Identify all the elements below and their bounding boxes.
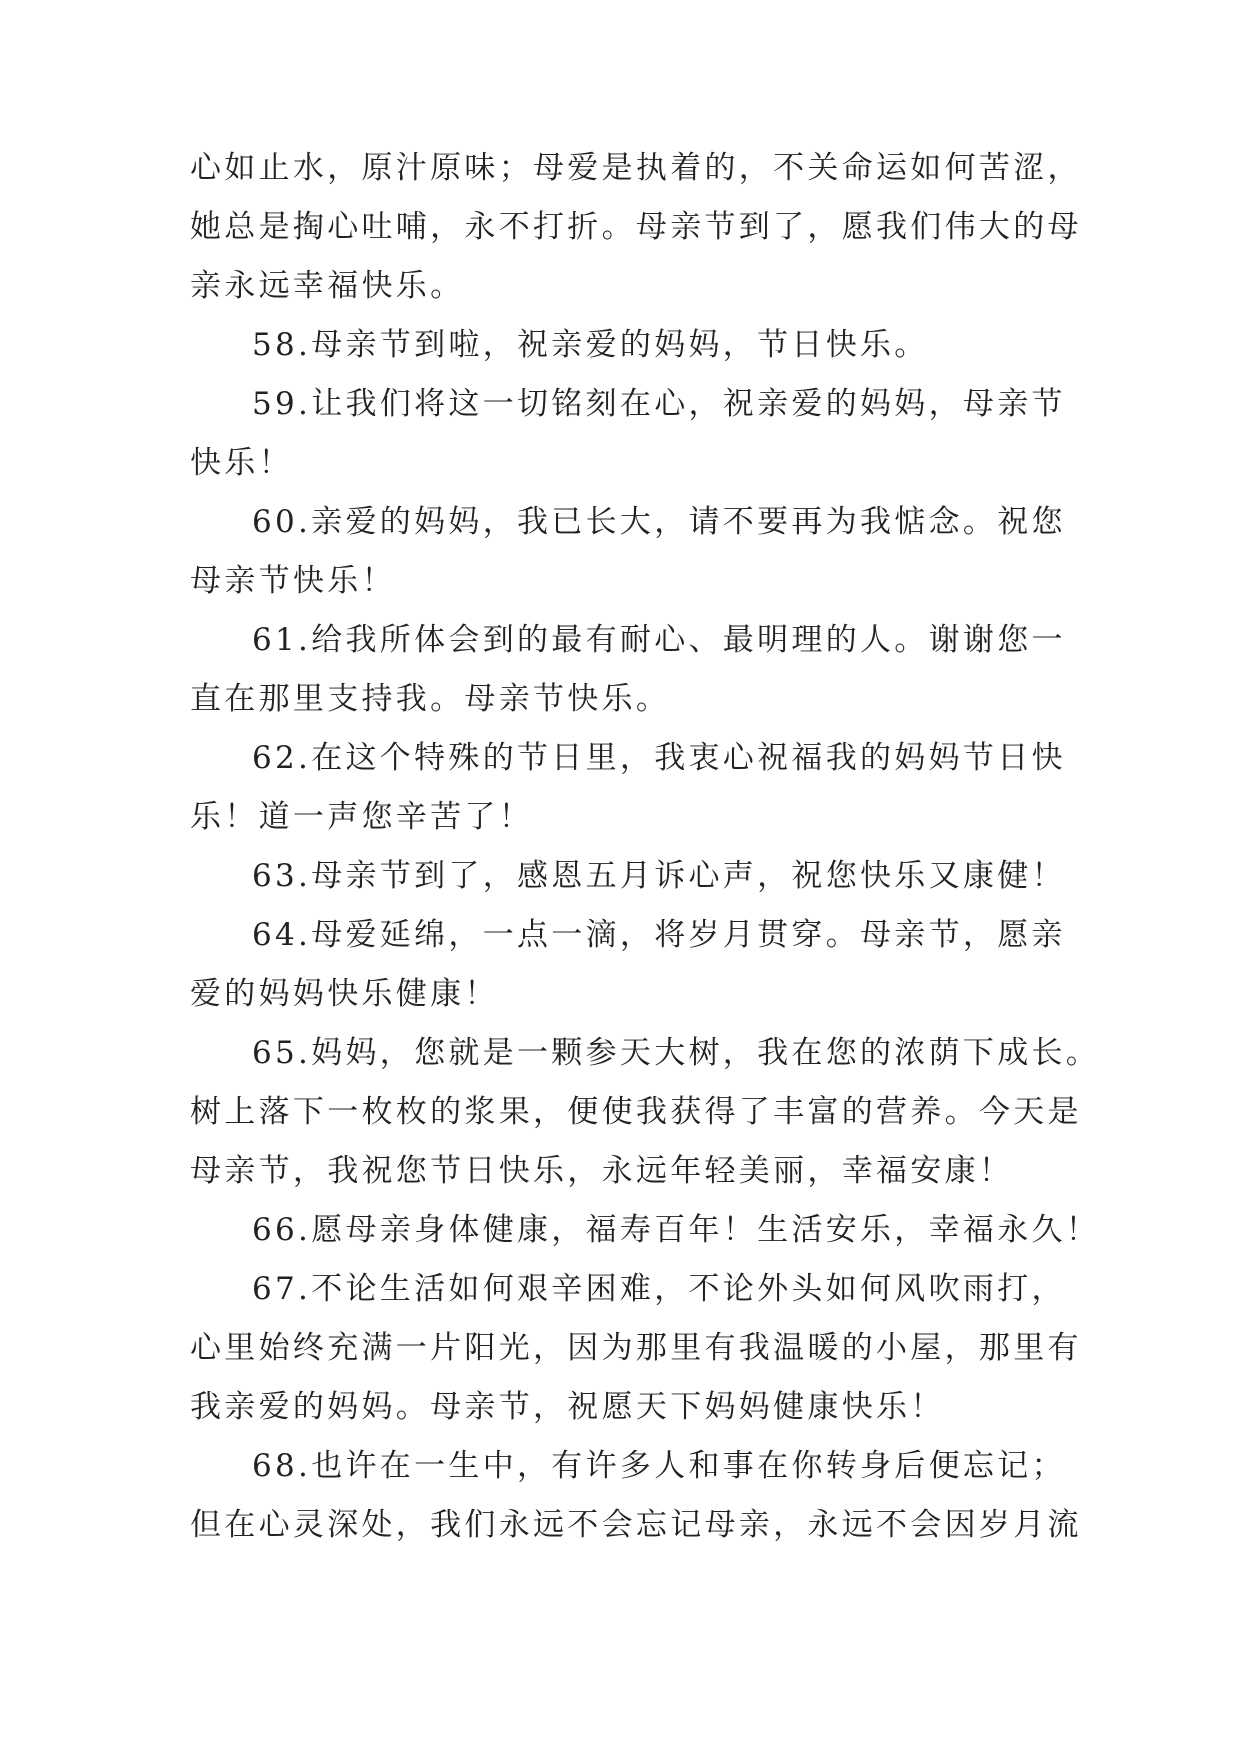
text-line-1: 心如止水，原汁原味；母爱是执着的，不关命运如何苦涩， — [190, 150, 1082, 186]
text-line-6: 快乐！ — [190, 445, 293, 481]
paragraph-59: 59.让我们将这一切铭刻在心，祝亲爱的妈妈，母亲节 — [252, 386, 1066, 422]
document-page — [190, 148, 1101, 1564]
text-line-22: 我亲爱的妈妈。母亲节，祝愿天下妈妈健康快乐！ — [190, 1389, 945, 1425]
paragraph-66: 66.愿母亲身体健康，福寿百年！生活安乐，幸福永久！ — [252, 1212, 1101, 1248]
paragraph-62: 62.在这个特殊的节日里，我衷心祝福我的妈妈节日快 — [252, 740, 1066, 776]
text-line-18: 母亲节，我祝您节日快乐，永远年轻美丽，幸福安康！ — [190, 1153, 1014, 1189]
paragraph-64: 64.母爱延绵，一点一滴，将岁月贯穿。母亲节，愿亲 — [252, 917, 1066, 953]
text-line-17: 树上落下一枚枚的浆果，便使我获得了丰富的营养。今天是 — [190, 1094, 1082, 1130]
text-line-24: 但在心灵深处，我们永远不会忘记母亲，永远不会因岁月流 — [190, 1507, 1082, 1543]
paragraph-58: 58.母亲节到啦，祝亲爱的妈妈，节日快乐。 — [252, 327, 929, 363]
paragraph-60: 60.亲爱的妈妈，我已长大，请不要再为我惦念。祝您 — [252, 504, 1066, 540]
paragraph-65: 65.妈妈，您就是一颗参天大树，我在您的浓荫下成长。 — [252, 1035, 1101, 1071]
text-line-3: 亲永远幸福快乐。 — [190, 268, 465, 304]
text-line-2: 她总是掏心吐哺，永不打折。母亲节到了，愿我们伟大的母 — [190, 209, 1082, 245]
paragraph-67: 67.不论生活如何艰辛困难，不论外头如何风吹雨打， — [252, 1271, 1066, 1307]
text-line-8: 母亲节快乐！ — [190, 563, 396, 599]
text-line-21: 心里始终充满一片阳光，因为那里有我温暖的小屋，那里有 — [190, 1330, 1082, 1366]
paragraph-61: 61.给我所体会到的最有耐心、最明理的人。谢谢您一 — [252, 622, 1066, 658]
text-line-15: 爱的妈妈快乐健康！ — [190, 976, 499, 1012]
text-line-12: 乐！道一声您辛苦了！ — [190, 799, 533, 835]
paragraph-68: 68.也许在一生中，有许多人和事在你转身后便忘记； — [252, 1448, 1066, 1484]
text-line-10: 直在那里支持我。母亲节快乐。 — [190, 681, 671, 717]
paragraph-63: 63.母亲节到了，感恩五月诉心声，祝您快乐又康健！ — [252, 858, 1066, 894]
